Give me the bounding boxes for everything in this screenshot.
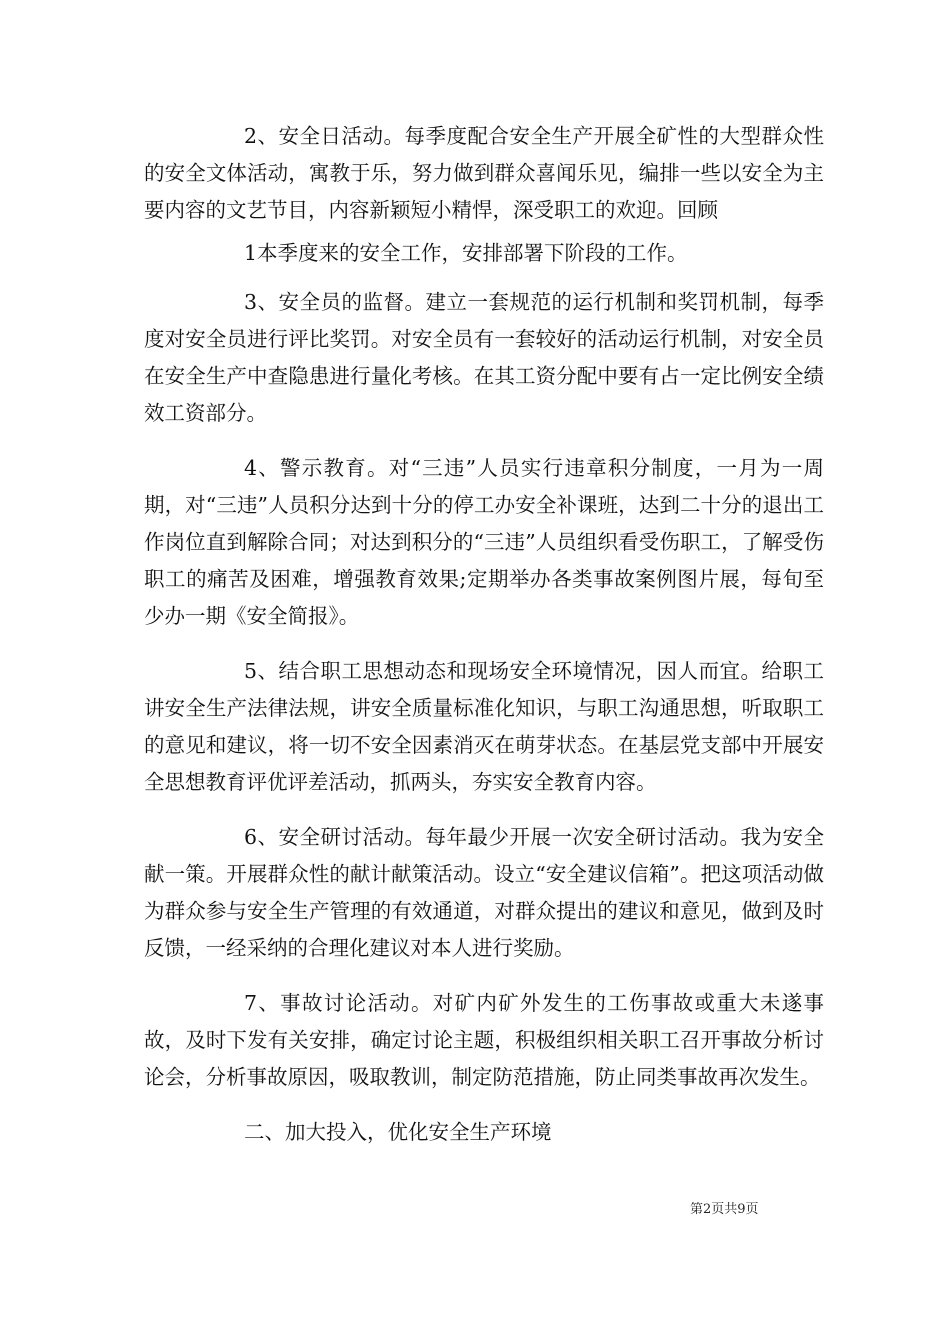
document-body bbox=[144, 118, 824, 1169]
paragraph-safety-officer-supervision: 3、安全员的监督。建立一套规范的运行机制和奖罚机制，每季度对安全员进行评比奖罚。对安全员有一套较好的活动运行机制，对安全员在安全生产中查隐患进行量化考核。在其工资分配中要有占一定比例安全绩效工资部分。 bbox=[144, 290, 824, 425]
paragraph-quarter-review: 1本季度来的安全工作，安排部署下阶段的工作。 bbox=[244, 241, 688, 265]
section-heading-investment: 二、加大投入，优化安全生产环境 bbox=[244, 1120, 552, 1144]
paragraph-worker-mindset: 5、结合职工思想动态和现场安全环境情况，因人而宜。给职工讲安全生产法律法规，讲安全质量标准化知识，与职工沟通思想，听取职工的意见和建议，将一切不安全因素消灭在萌芽状态。在基层党支部中开展安全思想教育评优评差活动，抓两头，夯实安全教育内容。 bbox=[144, 659, 824, 794]
paragraph-safety-day: 2、安全日活动。每季度配合安全生产开展全矿性的大型群众性的安全文体活动，寓教于乐，努力做到群众喜闻乐见，编排一些以安全为主要内容的文艺节目，内容新颖短小精悍，深受职工的欢迎。回顾 bbox=[144, 124, 824, 222]
paragraph-safety-seminar: 6、安全研讨活动。每年最少开展一次安全研讨活动。我为安全献一策。开展群众性的献计献策活动。设立“安全建议信箱”。把这项活动做为群众参与安全生产管理的有效通道，对群众提出的建议和意见，做到及时反馈，一经采纳的合理化建议对本人进行奖励。 bbox=[144, 825, 824, 960]
paragraph-accident-discussion: 7、事故讨论活动。对矿内矿外发生的工伤事故或重大未遂事故，及时下发有关安排，确定讨论主题，积极组织相关职工召开事故分析讨论会，分析事故原因，吸取教训，制定防范措施，防止同类事故再次发生。 bbox=[144, 991, 824, 1089]
page-number-footer: 第2页共9页 bbox=[690, 1202, 759, 1217]
paragraph-warning-education: 4、警示教育。对“三违”人员实行违章积分制度，一月为一周期，对“三违”人员积分达到十分的停工办安全补课班，达到二十分的退出工作岗位直到解除合同；对达到积分的“三违”人员组织看受伤职工，了解受伤职工的痛苦及困难，增强教育效果;定期举办各类事故案例图片展，每旬至少办一期《安全简报》。 bbox=[144, 456, 824, 628]
